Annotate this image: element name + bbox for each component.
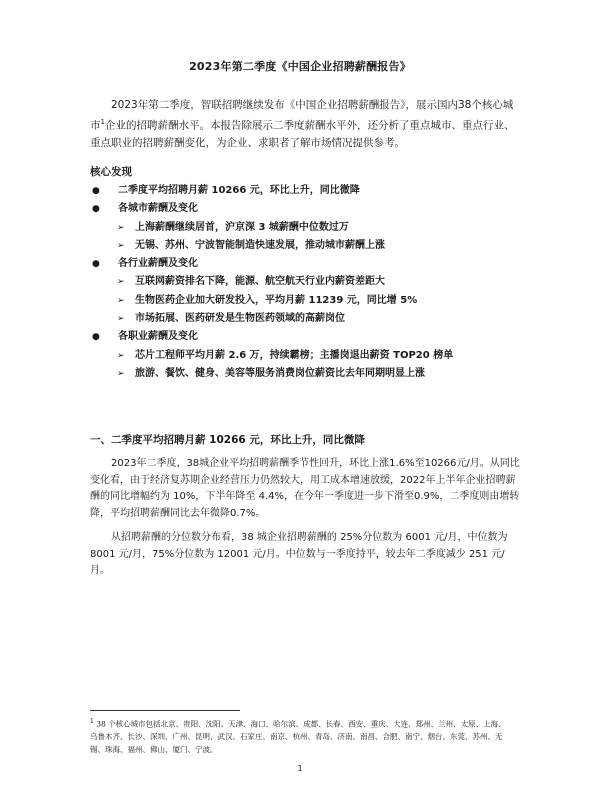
footnote-divider (90, 710, 240, 711)
finding-subtext: 市场拓展、医药研发是生物医药领域的高薪岗位 (135, 313, 345, 325)
section-1-heading: 一、二季度平均招聘月薪 10266 元，环比上升，同比微降 (90, 434, 365, 446)
finding-text: 各行业薪酬及变化 (118, 258, 198, 270)
section-1-paragraph-2: 从招聘薪酬的分位数分布看，38 城企业招聘薪酬的 25%分位数为 6001 元/月，中位数为 8001 元/月，75%分位数为 12001 元/月。中位数与一季度持平，较去年二季度减少 251 元/月。 (90, 532, 508, 577)
finding-subitem (90, 347, 530, 365)
finding-item (90, 328, 530, 346)
bullet-icon: ● (92, 204, 100, 215)
finding-subitem (90, 273, 530, 291)
intro-text-part1: 2023年第二季度，智联招聘继续发布《中国企业招聘薪酬报告》，展示国内38个核心城市 (90, 99, 514, 132)
arrow-bullet-icon: ➢ (117, 295, 125, 306)
finding-text: 二季度平均招聘月薪 10266 元，环比上升，同比微降 (118, 185, 360, 196)
finding-item (90, 255, 530, 273)
section-1-paragraph-1: 2023年二季度，38城企业平均招聘薪酬季节性回升，环比上涨1.6%至10266元/月。从同比变化看，由于经济复苏期企业经营压力仍然较大，用工成本增速放缓，2022年上半年企业招聘薪酬的同比增幅约为 10%，下半年降至 4.4%，在今年一季度进一步下滑至0.9%，二季度则由增转降，平均招聘薪酬同比去年微降0.7%。 (90, 458, 520, 519)
intro-text-part2: 企业的招聘薪酬水平。本报告除展示二季度薪酬水平外，还分析了重点城市、重点行业、重点职业的招聘薪酬变化，为企业、求职者了解市场情况提供参考。 (90, 119, 515, 149)
finding-subtext: 互联网薪资排名下降，能源、航空航天行业内薪资差距大 (135, 276, 385, 288)
finding-subitem (90, 365, 530, 383)
footnote-number: 1 (90, 718, 94, 725)
finding-subtext: 生物医药企业加大研发投入，平均月薪 11239 元，同比增 5% (135, 294, 418, 306)
footnote-text: 38 个核心城市包括北京、贵阳、沈阳、天津、海口、哈尔滨、成都、长春、西安、重庆、大连、郑州、兰州、太原、上海、乌鲁木齐、长沙、深圳、广州、昆明、武汉、石家庄、南京、杭州、青岛、济南、南昌、合肥、南宁、烟台、东莞、苏州、无锡、珠海、福州、佛山、厦门、宁波。 (90, 719, 506, 754)
arrow-bullet-icon: ➢ (117, 314, 125, 325)
arrow-bullet-icon: ➢ (117, 368, 125, 379)
finding-text: 各职业薪酬及变化 (118, 331, 198, 343)
bullet-icon: ● (92, 259, 100, 270)
finding-subtext: 上海薪酬继续居首，沪京深 3 城薪酬中位数过万 (135, 221, 349, 233)
finding-subtext: 无锡、苏州、宁波智能制造快速发展，推动城市薪酬上涨 (135, 239, 385, 251)
finding-subtext: 芯片工程师平均月薪 2.6 万，持续霸榜；主播岗退出薪资 TOP20 榜单 (135, 349, 454, 361)
page-number: 1 (297, 764, 303, 773)
finding-subtext: 旅游、餐饮、健身、美容等服务消费岗位薪资比去年同期明显上涨 (135, 367, 425, 379)
finding-subitem (90, 237, 530, 255)
finding-text: 各城市薪酬及变化 (118, 203, 198, 215)
finding-item (90, 200, 530, 218)
footnote (90, 716, 510, 756)
finding-subitem (90, 219, 530, 237)
finding-subitem (90, 310, 530, 328)
intro-paragraph (90, 97, 520, 152)
arrow-bullet-icon: ➢ (117, 240, 125, 251)
document-title: 2023年第二季度《中国企业招聘薪酬报告》 (189, 60, 411, 73)
arrow-bullet-icon: ➢ (117, 222, 125, 233)
arrow-bullet-icon: ➢ (117, 277, 125, 288)
finding-subitem (90, 292, 530, 310)
footnote-ref[interactable]: 1 (100, 118, 105, 126)
arrow-bullet-icon: ➢ (117, 350, 125, 361)
bullet-icon: ● (92, 186, 100, 196)
bullet-icon: ● (92, 332, 100, 343)
core-findings-list (90, 182, 530, 383)
core-findings-heading: 核心发现 (90, 166, 132, 178)
finding-item (90, 182, 530, 200)
